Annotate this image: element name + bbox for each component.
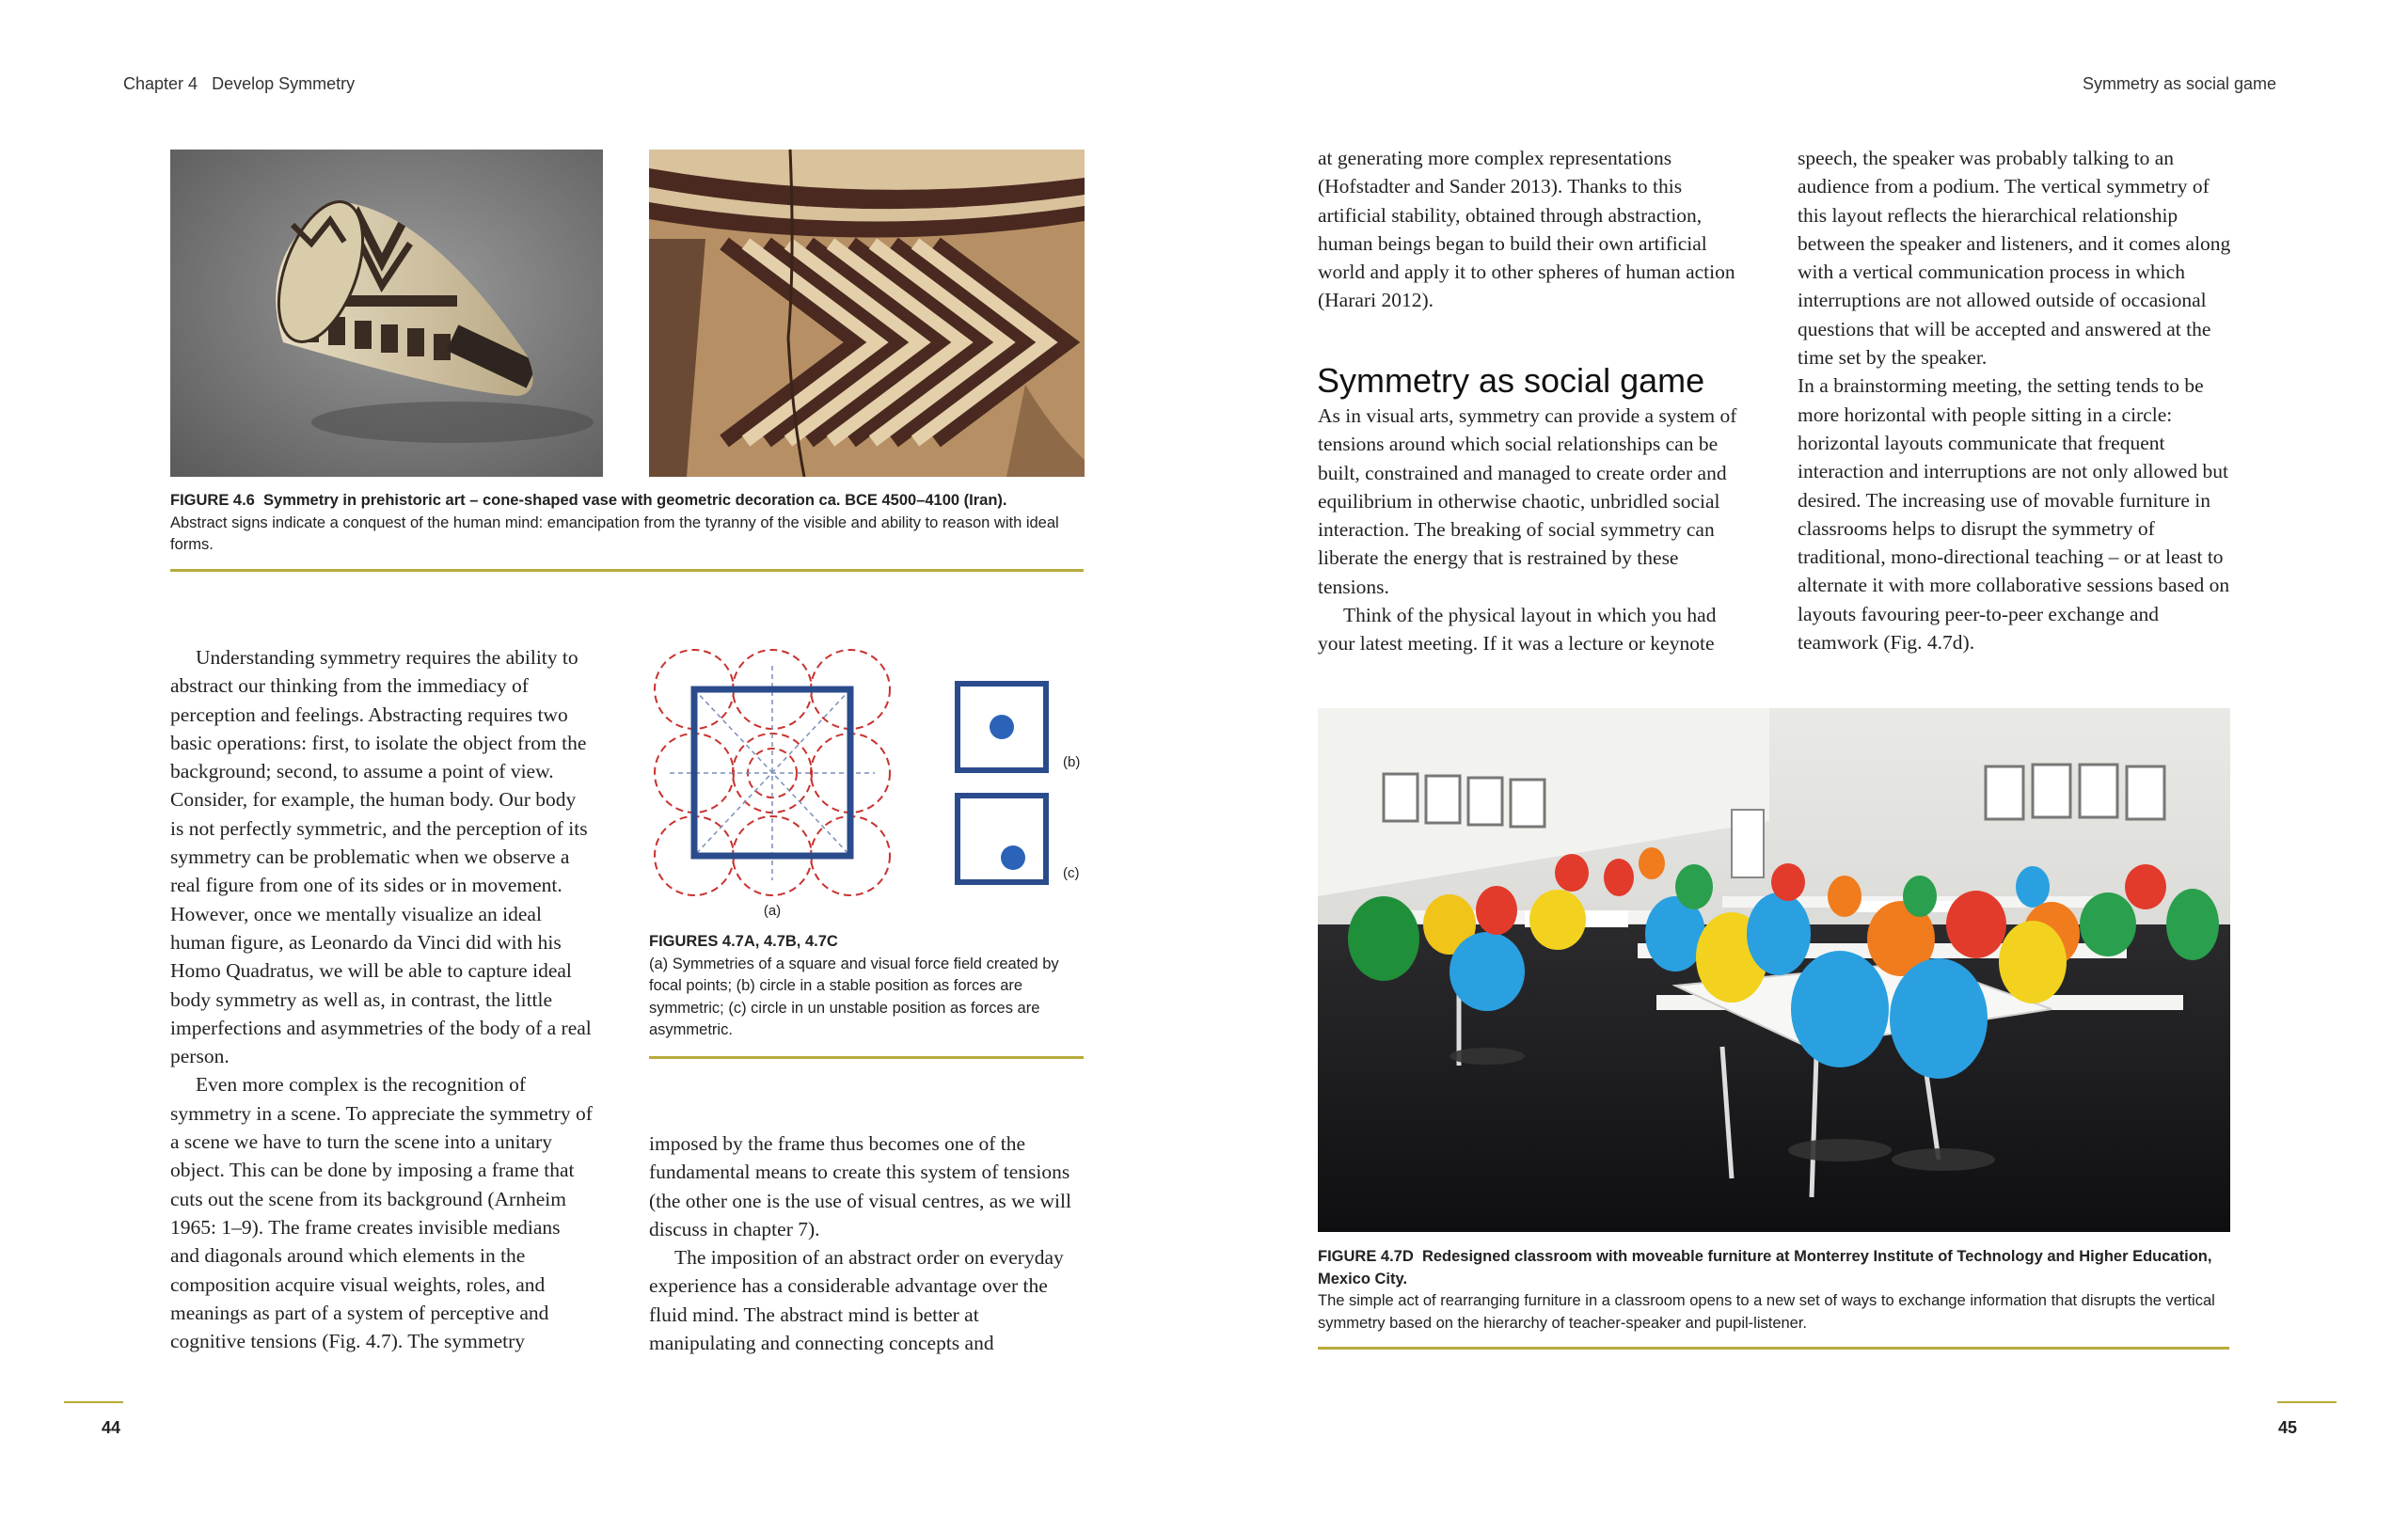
paragraph: As in visual arts, symmetry can provide a system of tensions around which social relationships can be built, constrained and managed to create order and equilibrium in otherwise chaotic, unbridled social interaction. The breaking of social symmetry can liberate the energy that is restrained by these tensions. <box>1318 404 1737 598</box>
figure-4-7d-text: The simple act of rearranging furniture in a classroom opens to a new set of ways to exchange information that disrupts the vertical symmetry based on the hierarchy of teacher-speaker and pupil-listener. <box>1318 1292 2215 1332</box>
figure-4-7abc-caption <box>649 931 1091 1042</box>
figure-4-6-text: Abstract signs indicate a conquest of the human mind: emancipation from the tyranny of the visible and ability to reason with ideal forms. <box>170 513 1059 553</box>
paragraph: Even more complex is the recognition of symmetry in a scene. To appreciate the symmetry of a scene we have to turn the scene into a unitary object. This can be done by imposing a frame that cuts out the scene from its background (Arnheim 1965: 1–9). The frame creates invisible medians and diagonals around which elements in the composition acquire visual weights, roles, and meanings as part of a system of perceptive and cognitive tensions (Fig. 4.7). The symmetry <box>170 1073 593 1353</box>
symmetry-diagram <box>649 647 1091 924</box>
paragraph: Think of the physical layout in which you had your latest meeting. If it was a lecture or keynote <box>1318 604 1717 655</box>
chapter-title: Develop Symmetry <box>212 74 356 93</box>
paragraph: In a brainstorming meeting, the setting tends to be more horizontal with people sitting in a circle: horizontal layouts communicate that frequent interaction and interruptions are not only allowed but desired. The increasing use of movable furniture in classrooms helps to disrupt the symmetry of traditional, mono-directional teaching – or at least to alternate it with more collaborative sessions based on layouts favouring peer-to-peer exchange and teamwork (Fig. 4.7d). <box>1798 374 2230 655</box>
figure-4-6-caption <box>170 490 1092 557</box>
circle-stable <box>990 715 1014 739</box>
figure-4-7abc-rule <box>649 1056 1084 1059</box>
figure-4-6-rule <box>170 569 1084 572</box>
chapter-number: Chapter 4 <box>123 74 198 93</box>
right-column-2 <box>1798 144 2235 656</box>
right-column-1-bottom <box>1318 402 1752 658</box>
page-number-rule-left <box>64 1401 123 1403</box>
figure-4-7d-title: Redesigned classroom with moveable furniture at Monterrey Institute of Technology and Higher Education, Mexico City. <box>1318 1248 2212 1287</box>
page-number-right: 45 <box>2278 1418 2298 1437</box>
figure-4-7abc-label: FIGURES 4.7A, 4.7B, 4.7C <box>649 933 838 950</box>
left-column-1 <box>170 643 594 1355</box>
figure-4-7d-label: FIGURE 4.7D <box>1318 1248 1414 1265</box>
paragraph: speech, the speaker was probably talking to an audience from a podium. The vertical symmetry of this layout reflects the hierarchical relationship between the speaker and listeners, and it comes along with a vertical communication process in which interruptions are not allowed outside of occasional questions that will be accepted and answered at the time set by the speaker. <box>1798 147 2231 370</box>
symmetry-axes <box>670 666 875 880</box>
label-a: (a) <box>763 903 782 919</box>
circle-unstable <box>1001 845 1025 870</box>
label-c: (c) <box>1063 865 1080 881</box>
chevron-pottery-illustration <box>649 150 1085 477</box>
paragraph: imposed by the frame thus becomes one of the fundamental means to create this system of tensions (the other one is the use of visual centres, as we will discuss in chapter 7). <box>649 1132 1071 1240</box>
paragraph: The imposition of an abstract order on everyday experience has a considerable advantage over the fluid mind. The abstract mind is better at manipulating and connecting concepts and <box>649 1246 1064 1355</box>
running-header-right: Symmetry as social game <box>2082 74 2276 93</box>
cone-vase-illustration <box>170 150 603 477</box>
label-b: (b) <box>1063 754 1081 770</box>
pottery-pattern-photo <box>649 150 1085 477</box>
figure-4-7d-rule <box>1318 1347 2229 1350</box>
symmetry-diagram-svg <box>649 647 1091 924</box>
figure-4-7abc-text: (a) Symmetries of a square and visual force field created by focal points; (b) circle in a stable position as forces are symmetric; (c) circle in un unstable position as forces are asymmetric. <box>649 955 1059 1038</box>
section-heading: Symmetry as social game <box>1317 361 1705 400</box>
running-header-left <box>123 74 355 94</box>
square-frame-c <box>958 796 1046 882</box>
figure-4-6-label: FIGURE 4.6 <box>170 492 255 509</box>
figure-4-6-title: Symmetry in prehistoric art – cone-shaped vase with geometric decoration ca. BCE 4500–4100 (Iran). <box>263 492 1007 509</box>
left-column-2 <box>649 1129 1084 1357</box>
right-column-1-top <box>1318 144 1752 315</box>
cone-vase-photo <box>170 150 603 477</box>
paragraph: at generating more complex representations (Hofstadter and Sander 2013). Thanks to this artificial stability, obtained through abstraction, human beings began to build their own artificial world and apply it to other spheres of human action (Harari 2012). <box>1318 147 1735 312</box>
classroom-photo <box>1318 708 2230 1232</box>
figure-4-7d-caption <box>1318 1246 2240 1335</box>
page-number-rule-right <box>2277 1401 2337 1403</box>
page-number-left: 44 <box>102 1418 121 1437</box>
paragraph: Understanding symmetry requires the ability to abstract our thinking from the immediacy of perception and feelings. Abstracting requires two basic operations: first, to isolate the object from the background; second, to assume a point of view. Consider, for example, the human body. Our body is not perfectly symmetric, and the perception of its symmetry can be problematic when we observe a real figure from one of its sides or in movement. However, once we mentally visualize an ideal human figure, as Leonardo da Vinci did with his Homo Quadratus, we will be able to capture ideal body symmetry as well as, in contrast, the little imperfections and asymmetries of the body of a real person. <box>170 646 592 1068</box>
classroom-illustration <box>1318 708 2230 1232</box>
